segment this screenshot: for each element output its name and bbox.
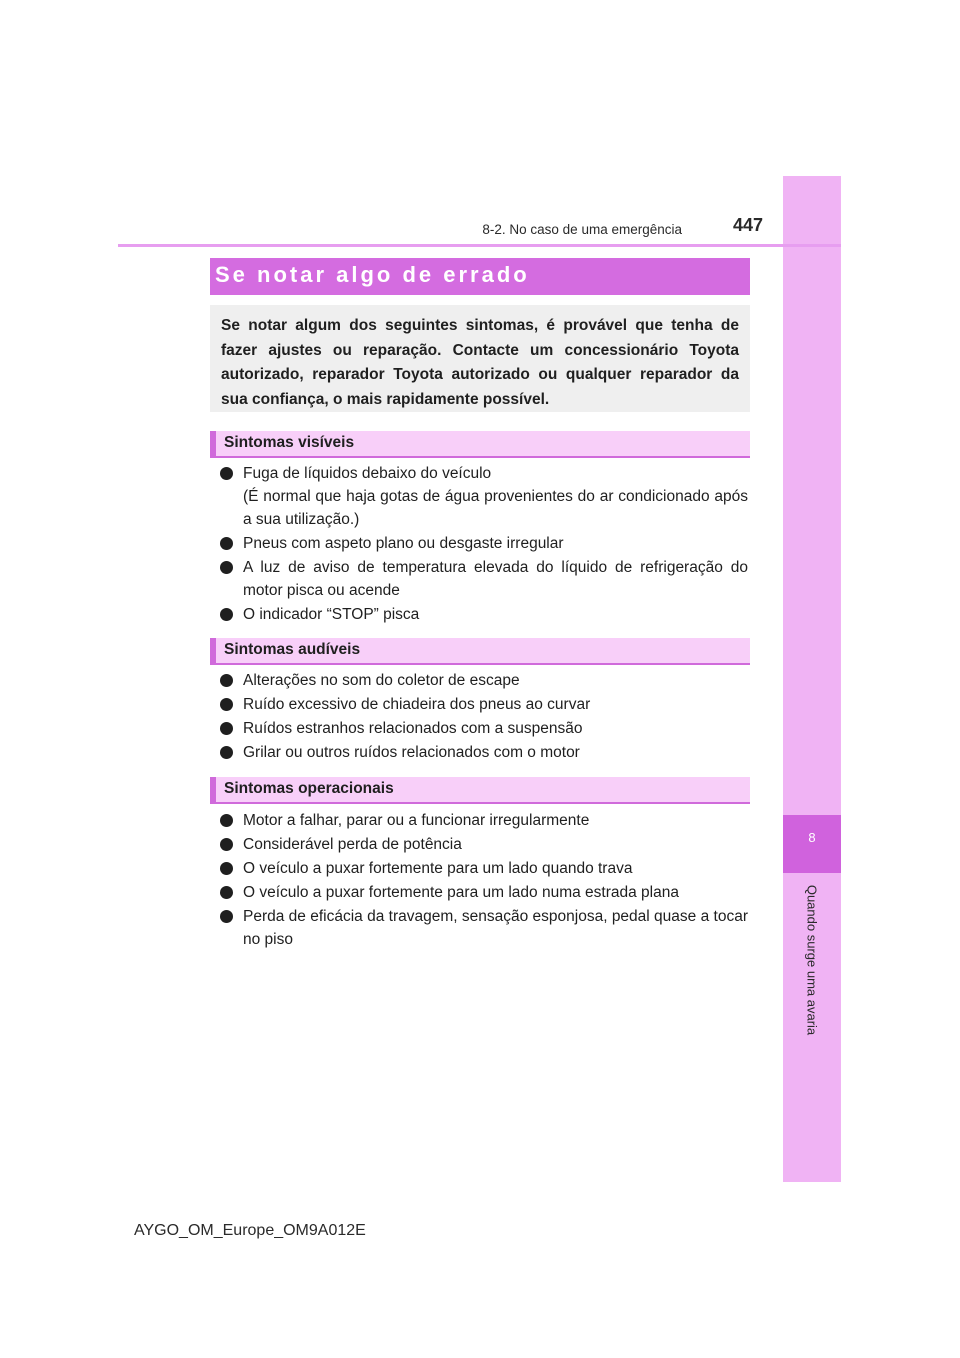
bullet-icon	[220, 698, 233, 711]
section-heading: Sintomas visíveis	[224, 434, 355, 451]
bullet-icon	[220, 537, 233, 550]
bullet-icon	[220, 561, 233, 574]
list-item	[220, 809, 748, 832]
section-heading: Sintomas operacionais	[224, 780, 394, 797]
page-title: Se notar algo de errado	[215, 262, 530, 287]
intro-text: Se notar algum dos seguintes sintomas, é provável que tenha de fazer ajustes ou reparação. Contacte um concessionário Toyota autorizado, reparador Toyota autorizado ou qualquer reparador da sua confiança, o mais rapidamente possível.	[221, 317, 739, 408]
section-header-bar	[210, 431, 216, 458]
bullet-icon	[220, 674, 233, 687]
page-number: 447	[733, 215, 764, 235]
list-item-text: A luz de aviso de temperatura elevada do líquido de refrigeração do motor pisca ou acende	[243, 559, 748, 599]
list-item-text: O indicador “STOP” pisca	[243, 606, 420, 623]
list-item	[220, 881, 748, 904]
bullet-icon	[220, 910, 233, 923]
section-header-bar	[210, 777, 216, 804]
visible-symptoms-list	[220, 462, 748, 627]
section-breadcrumb: 8-2. No caso de uma emergência	[482, 222, 682, 237]
bullet-icon	[220, 838, 233, 851]
operational-symptoms-list	[220, 809, 748, 952]
list-item-text: Perda de eficácia da travagem, sensação esponjosa, pedal quase a tocar no piso	[243, 908, 748, 948]
list-item-text: Fuga de líquidos debaixo do veículo	[243, 465, 492, 482]
document-code: AYGO_OM_Europe_OM9A012E	[134, 1222, 366, 1239]
bullet-icon	[220, 746, 233, 759]
bullet-icon	[220, 814, 233, 827]
list-item-text: Grilar ou outros ruídos relacionados com o motor	[243, 744, 580, 761]
list-item-text: Motor a falhar, parar ou a funcionar irregularmente	[243, 812, 590, 829]
chapter-title: Quando surge uma avaria	[804, 884, 820, 1036]
list-item-text: Ruídos estranhos relacionados com a suspensão	[243, 720, 583, 737]
list-item	[220, 603, 748, 626]
audible-symptoms-list	[220, 669, 748, 765]
list-item-note: (É normal que haja gotas de água provenientes do ar condicionado após a sua utilização.)	[243, 488, 748, 528]
bullet-icon	[220, 722, 233, 735]
list-item	[220, 741, 748, 764]
list-item	[220, 669, 748, 692]
section-header-visible	[210, 431, 750, 458]
list-item-text: Alterações no som do coletor de escape	[243, 672, 520, 689]
list-item-text: Considerável perda de potência	[243, 836, 462, 853]
list-item-text: O veículo a puxar fortemente para um lado numa estrada plana	[243, 884, 679, 901]
list-item	[220, 833, 748, 856]
list-item-text: Pneus com aspeto plano ou desgaste irregular	[243, 535, 564, 552]
list-item	[220, 556, 748, 602]
list-item	[220, 857, 748, 880]
bullet-icon	[220, 886, 233, 899]
list-item	[220, 693, 748, 716]
section-heading: Sintomas audíveis	[224, 641, 361, 658]
section-header-audible	[210, 638, 750, 665]
bullet-icon	[220, 467, 233, 480]
list-item	[220, 462, 748, 531]
chapter-number: 8	[808, 830, 816, 845]
list-item	[220, 532, 748, 555]
header-rule	[118, 244, 841, 247]
bullet-icon	[220, 862, 233, 875]
list-item-text: O veículo a puxar fortemente para um lado quando trava	[243, 860, 633, 877]
list-item	[220, 717, 748, 740]
list-item-text: Ruído excessivo de chiadeira dos pneus ao curvar	[243, 696, 591, 713]
list-item	[220, 905, 748, 951]
section-header-bar	[210, 638, 216, 665]
section-header-operational	[210, 777, 750, 804]
bullet-icon	[220, 608, 233, 621]
